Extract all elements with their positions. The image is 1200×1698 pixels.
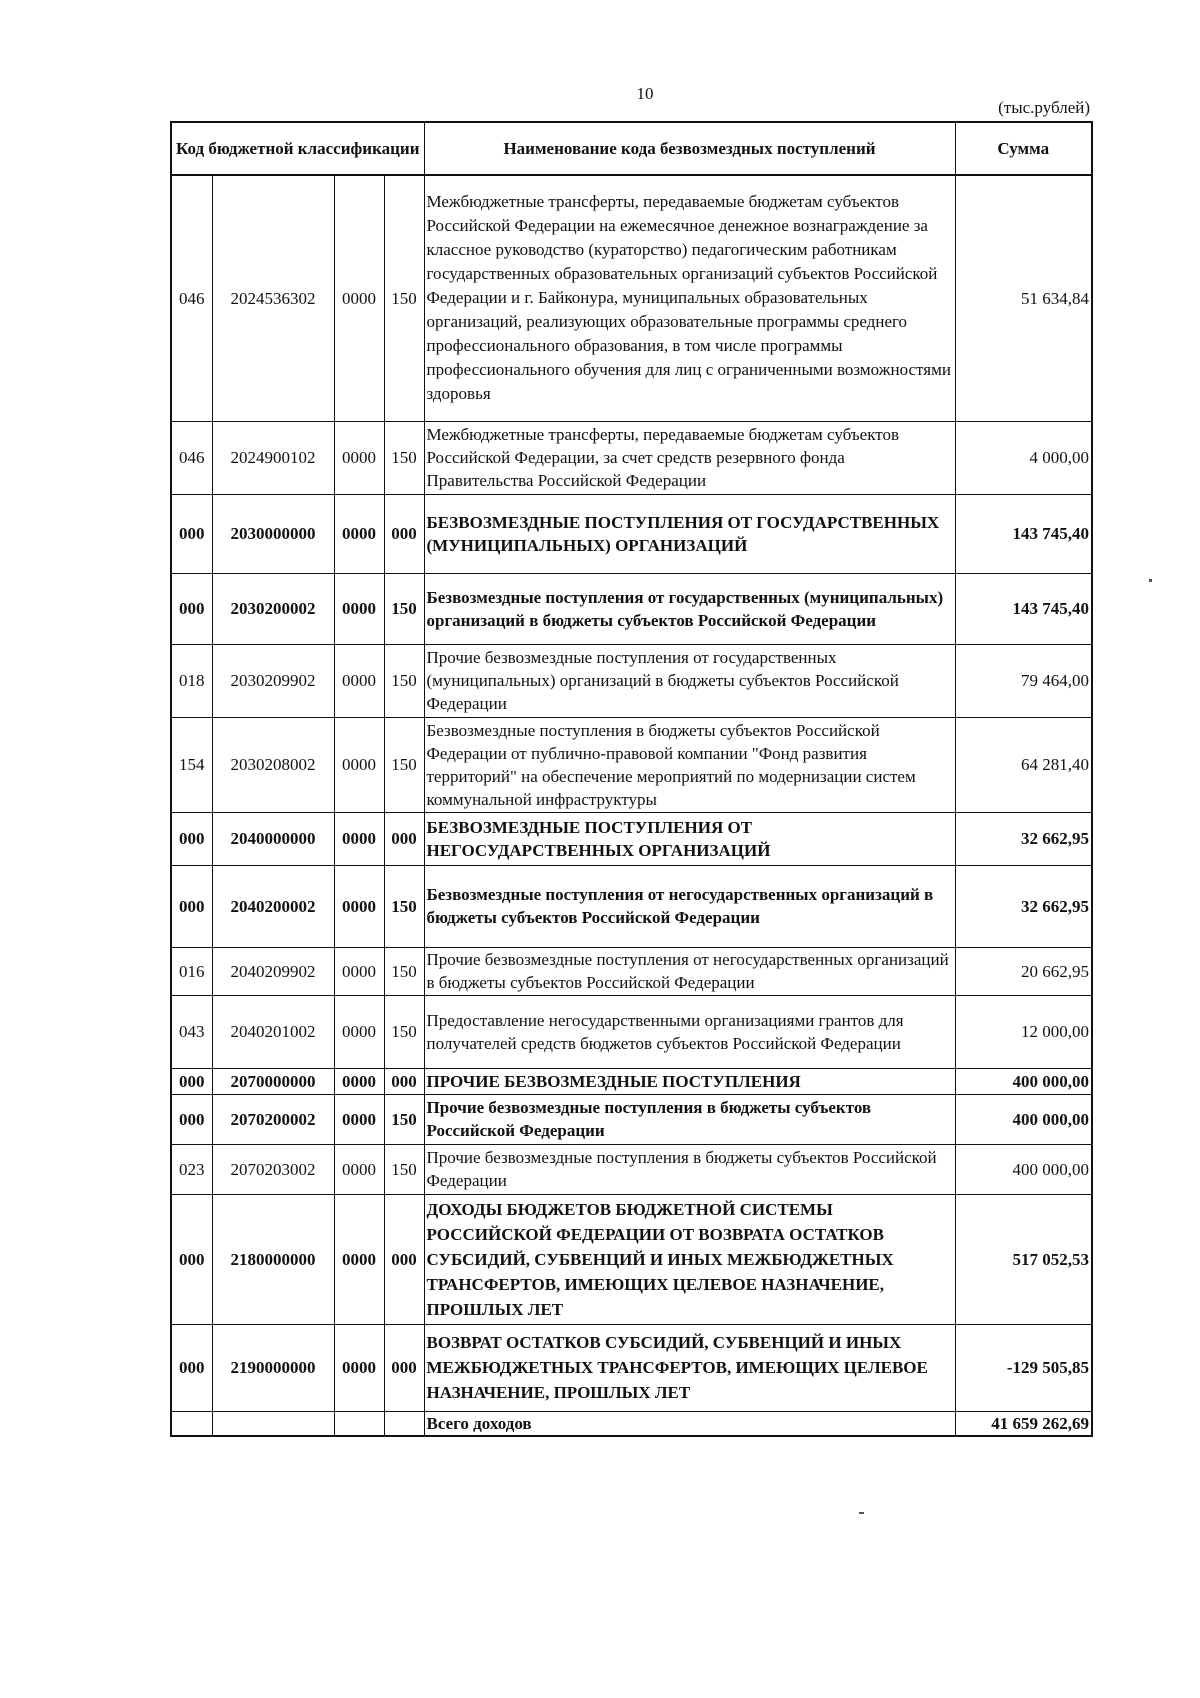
classification-code: 000: [384, 1324, 424, 1411]
income-code: 2030000000: [212, 494, 334, 573]
admin-code: 023: [171, 1144, 212, 1194]
table-row: [171, 494, 1092, 573]
subtype-code: 0000: [334, 812, 384, 865]
table-row: [171, 865, 1092, 947]
item-sum: -129 505,85: [955, 1324, 1092, 1411]
admin-code: 000: [171, 1324, 212, 1411]
empty-cell: [334, 1411, 384, 1436]
item-name: Прочие безвозмездные поступления в бюджеты субъектов Российской Федерации: [424, 1094, 955, 1144]
subtype-code: 0000: [334, 947, 384, 995]
table-row: [171, 1144, 1092, 1194]
admin-code: 046: [171, 421, 212, 494]
item-sum: 400 000,00: [955, 1068, 1092, 1094]
header-sum: Сумма: [955, 122, 1092, 175]
item-sum: 12 000,00: [955, 995, 1092, 1068]
income-code: 2190000000: [212, 1324, 334, 1411]
classification-code: 000: [384, 494, 424, 573]
item-name: Прочие безвозмездные поступления от негосударственных организаций в бюджеты субъектов Российской Федерации: [424, 947, 955, 995]
table-row: [171, 644, 1092, 717]
classification-code: 150: [384, 865, 424, 947]
subtype-code: 0000: [334, 644, 384, 717]
table-row: [171, 421, 1092, 494]
income-code: 2070203002: [212, 1144, 334, 1194]
income-code: 2070200002: [212, 1094, 334, 1144]
admin-code: 000: [171, 573, 212, 644]
item-name: ДОХОДЫ БЮДЖЕТОВ БЮДЖЕТНОЙ СИСТЕМЫ РОССИЙСКОЙ ФЕДЕРАЦИИ ОТ ВОЗВРАТА ОСТАТКОВ СУБСИДИЙ, СУБВЕНЦИЙ И ИНЫХ МЕЖБЮДЖЕТНЫХ ТРАНСФЕРТОВ, ИМЕЮЩИХ ЦЕЛЕВОЕ НАЗНАЧЕНИЕ, ПРОШЛЫХ ЛЕТ: [424, 1194, 955, 1324]
total-label: Всего доходов: [424, 1411, 955, 1436]
admin-code: 000: [171, 1068, 212, 1094]
classification-code: 150: [384, 644, 424, 717]
item-name: БЕЗВОЗМЕЗДНЫЕ ПОСТУПЛЕНИЯ ОТ НЕГОСУДАРСТВЕННЫХ ОРГАНИЗАЦИЙ: [424, 812, 955, 865]
classification-code: 150: [384, 1094, 424, 1144]
admin-code: 154: [171, 717, 212, 812]
table-row: [171, 995, 1092, 1068]
income-code: 2040200002: [212, 865, 334, 947]
item-sum: 143 745,40: [955, 573, 1092, 644]
empty-cell: [384, 1411, 424, 1436]
item-name: Безвозмездные поступления в бюджеты субъектов Российской Федерации от публично-правовой компании "Фонд развития территорий" на обеспечение мероприятий по модернизации систем коммунальной инфраструктуры: [424, 717, 955, 812]
table-row: [171, 1324, 1092, 1411]
item-name: Межбюджетные трансферты, передаваемые бюджетам субъектов Российской Федерации на ежемесячное денежное вознаграждение за классное руководство (кураторство) педагогическим работникам государственных образовательных организаций субъектов Российской Федерации и г. Байконура, муниципальных образовательных организаций, реализующих образовательные программы среднего профессионального образования, в том числе программы профессионального обучения для лиц с ограниченными возможностями здоровья: [424, 175, 955, 421]
budget-table: [170, 121, 1093, 1437]
classification-code: 000: [384, 1068, 424, 1094]
table-row: [171, 175, 1092, 421]
item-sum: 143 745,40: [955, 494, 1092, 573]
item-sum: 32 662,95: [955, 812, 1092, 865]
classification-code: 000: [384, 1194, 424, 1324]
subtype-code: 0000: [334, 865, 384, 947]
table-row: [171, 1094, 1092, 1144]
income-code: 2024900102: [212, 421, 334, 494]
admin-code: 000: [171, 865, 212, 947]
admin-code: 016: [171, 947, 212, 995]
classification-code: 150: [384, 1144, 424, 1194]
header-name: Наименование кода безвозмездных поступлений: [424, 122, 955, 175]
empty-cell: [171, 1411, 212, 1436]
subtype-code: 0000: [334, 1068, 384, 1094]
item-sum: 32 662,95: [955, 865, 1092, 947]
admin-code: 046: [171, 175, 212, 421]
income-code: 2070000000: [212, 1068, 334, 1094]
income-code: 2030200002: [212, 573, 334, 644]
classification-code: 150: [384, 573, 424, 644]
subtype-code: 0000: [334, 494, 384, 573]
classification-code: 150: [384, 995, 424, 1068]
total-row: [171, 1411, 1092, 1436]
item-name: ВОЗВРАТ ОСТАТКОВ СУБСИДИЙ, СУБВЕНЦИЙ И ИНЫХ МЕЖБЮДЖЕТНЫХ ТРАНСФЕРТОВ, ИМЕЮЩИХ ЦЕЛЕВОЕ НАЗНАЧЕНИЕ, ПРОШЛЫХ ЛЕТ: [424, 1324, 955, 1411]
table-row: [171, 947, 1092, 995]
item-sum: 400 000,00: [955, 1094, 1092, 1144]
item-sum: 4 000,00: [955, 421, 1092, 494]
subtype-code: 0000: [334, 1144, 384, 1194]
scan-speck: [1149, 579, 1152, 582]
item-sum: 400 000,00: [955, 1144, 1092, 1194]
item-name: Безвозмездные поступления от государственных (муниципальных) организаций в бюджеты субъектов Российской Федерации: [424, 573, 955, 644]
table-row: [171, 573, 1092, 644]
item-sum: 64 281,40: [955, 717, 1092, 812]
item-name: Безвозмездные поступления от негосударственных организаций в бюджеты субъектов Российской Федерации: [424, 865, 955, 947]
page-number: 10: [636, 84, 654, 103]
empty-cell: [212, 1411, 334, 1436]
item-name: ПРОЧИЕ БЕЗВОЗМЕЗДНЫЕ ПОСТУПЛЕНИЯ: [424, 1068, 955, 1094]
income-code: 2040209902: [212, 947, 334, 995]
income-code: 2040000000: [212, 812, 334, 865]
table-header-row: [171, 122, 1092, 175]
admin-code: 018: [171, 644, 212, 717]
table-row: [171, 1194, 1092, 1324]
admin-code: 000: [171, 1094, 212, 1144]
admin-code: 043: [171, 995, 212, 1068]
classification-code: 150: [384, 947, 424, 995]
item-name: БЕЗВОЗМЕЗДНЫЕ ПОСТУПЛЕНИЯ ОТ ГОСУДАРСТВЕННЫХ (МУНИЦИПАЛЬНЫХ) ОРГАНИЗАЦИЙ: [424, 494, 955, 573]
income-code: 2180000000: [212, 1194, 334, 1324]
admin-code: 000: [171, 1194, 212, 1324]
subtype-code: 0000: [334, 421, 384, 494]
total-sum: 41 659 262,69: [955, 1411, 1092, 1436]
scan-speck: [859, 1512, 864, 1514]
classification-code: 150: [384, 717, 424, 812]
item-name: Предоставление негосударственными организациями грантов для получателей средств бюджетов субъектов Российской Федерации: [424, 995, 955, 1068]
admin-code: 000: [171, 812, 212, 865]
item-name: Прочие безвозмездные поступления в бюджеты субъектов Российской Федерации: [424, 1144, 955, 1194]
table-row: [171, 1068, 1092, 1094]
item-sum: 79 464,00: [955, 644, 1092, 717]
subtype-code: 0000: [334, 1094, 384, 1144]
subtype-code: 0000: [334, 175, 384, 421]
table-row: [171, 717, 1092, 812]
income-code: 2040201002: [212, 995, 334, 1068]
header-code: Код бюджетной классификации: [171, 122, 424, 175]
subtype-code: 0000: [334, 1324, 384, 1411]
item-sum: 517 052,53: [955, 1194, 1092, 1324]
income-code: 2024536302: [212, 175, 334, 421]
classification-code: 150: [384, 421, 424, 494]
item-name: Межбюджетные трансферты, передаваемые бюджетам субъектов Российской Федерации, за счет средств резервного фонда Правительства Российской Федерации: [424, 421, 955, 494]
subtype-code: 0000: [334, 1194, 384, 1324]
item-name: Прочие безвозмездные поступления от государственных (муниципальных) организаций в бюджеты субъектов Российской Федерации: [424, 644, 955, 717]
subtype-code: 0000: [334, 717, 384, 812]
admin-code: 000: [171, 494, 212, 573]
income-code: 2030208002: [212, 717, 334, 812]
units-label: (тыс.рублей): [998, 98, 1090, 117]
income-code: 2030209902: [212, 644, 334, 717]
subtype-code: 0000: [334, 995, 384, 1068]
item-sum: 20 662,95: [955, 947, 1092, 995]
classification-code: 150: [384, 175, 424, 421]
item-sum: 51 634,84: [955, 175, 1092, 421]
table-row: [171, 812, 1092, 865]
subtype-code: 0000: [334, 573, 384, 644]
classification-code: 000: [384, 812, 424, 865]
